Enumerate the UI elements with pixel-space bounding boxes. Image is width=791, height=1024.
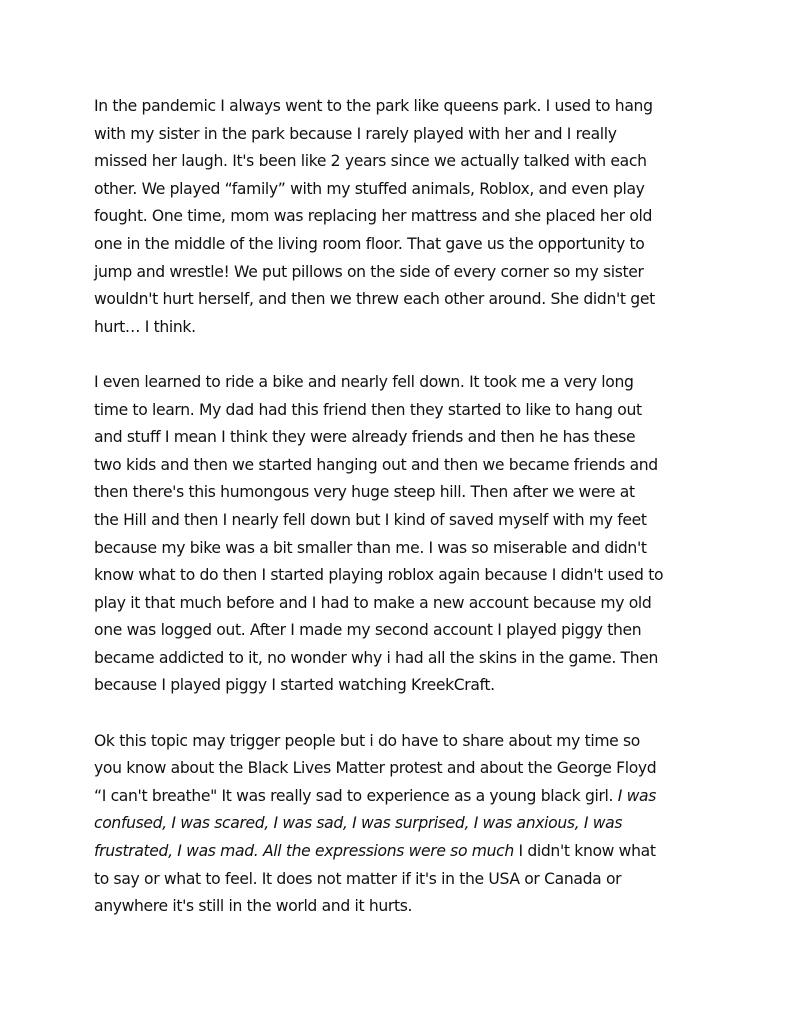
text-line [94,203,704,231]
italic-text: frustrated, I was mad. All the expressions were so much [94,842,514,861]
text-line [94,479,704,507]
text-line [94,121,704,149]
text-segment: wouldn't hurt herself, and then we threw each other around. She didn't get [94,290,655,309]
text-line [94,590,704,618]
text-line [94,507,704,535]
text-segment: became addicted to it, no wonder why i had all the skins in the game. Then [94,648,659,667]
text-line [94,893,704,921]
italic-text: confused, I was scared, I was sad, I was surprised, I was anxious, I was [94,814,623,833]
text-line [94,231,704,259]
text-line [94,314,704,342]
text-segment: because my bike was a bit smaller than me. I was so miserable and didn't [94,538,647,557]
text-segment: the Hill and then I nearly fell down but I kind of saved myself with my feet [94,510,647,529]
text-line [94,562,704,590]
text-segment: anywhere it's still in the world and it hurts. [94,897,413,916]
text-segment: two kids and then we started hanging out and then we became friends and [94,455,658,474]
text-line [94,452,704,480]
text-segment: with my sister in the park because I rarely played with her and I really [94,124,617,143]
text-line [94,148,704,176]
text-line [94,397,704,425]
paragraph-2 [94,369,704,700]
text-segment: and stuff I mean I think they were already friends and then he has these [94,428,636,447]
text-line [94,645,704,673]
text-segment: Ok this topic may trigger people but i do have to share about my time so [94,731,640,750]
text-segment: know what to do then I started playing roblox again because I didn't used to [94,566,664,585]
text-segment: one was logged out. After I made my second account I played piggy then [94,621,642,640]
text-segment: In the pandemic I always went to the park like queens park. I used to hang [94,97,653,115]
text-line [94,286,704,314]
italic-text: I was [617,786,656,805]
text-segment: I even learned to ride a bike and nearly fell down. It took me a very long [94,372,634,391]
text-line [94,176,704,204]
paragraph-3 [94,728,704,921]
document-body [94,93,704,948]
text-segment: because I played piggy I started watching KreekCraft. [94,676,495,695]
text-line [94,93,704,121]
text-line [94,783,704,811]
text-segment: time to learn. My dad had this friend then they started to like to hang out [94,400,642,419]
text-segment: then there's this humongous very huge steep hill. Then after we were at [94,483,635,502]
text-line [94,617,704,645]
text-line [94,728,704,756]
text-line [94,259,704,287]
text-line [94,424,704,452]
text-segment: jump and wrestle! We put pillows on the side of every corner so my sister [94,262,644,281]
text-segment: one in the middle of the living room floor. That gave us the opportunity to [94,234,645,253]
text-line [94,755,704,783]
text-segment: you know about the Black Lives Matter protest and about the George Floyd [94,759,657,778]
text-segment: “I can't breathe" It was really sad to experience as a young black girl. [94,786,618,805]
text-line [94,838,704,866]
text-segment: missed her laugh. It's been like 2 years since we actually talked with each [94,152,647,171]
text-line [94,369,704,397]
text-segment: other. We played “family” with my stuffed animals, Roblox, and even play [94,179,645,198]
text-segment: I didn't know what [513,842,656,861]
text-segment: play it that much before and I had to make a new account because my old [94,593,652,612]
text-line [94,672,704,700]
text-segment: to say or what to feel. It does not matter if it's in the USA or Canada or [94,869,622,888]
text-segment: fought. One time, mom was replacing her mattress and she placed her old [94,207,653,226]
text-segment: hurt… I think. [94,317,196,336]
paragraph-1 [94,93,704,341]
text-line [94,535,704,563]
text-line [94,866,704,894]
text-line [94,810,704,838]
